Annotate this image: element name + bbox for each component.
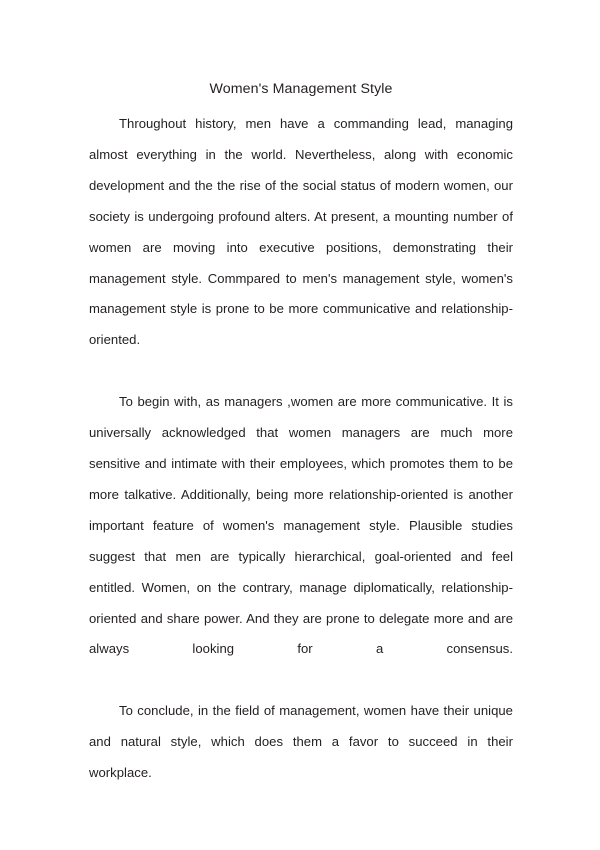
paragraph-conclusion: To conclude, in the field of management, women have their unique and natural style, which does them a favor to succeed in their workplace. — [89, 703, 513, 781]
paragraph-body: To begin with, as managers ,women are more communicative. It is universally acknowledged that women managers are much more sensitive and intimate with their employees, which promotes them to be more talkative. Additionally, being more relationship-oriented is another important feature of women's management style. Plausible studies suggest that men are typically hierarchical, goal-oriented and feel entitled. Women, on the contrary, manage diplomatically, relationship-oriented and share power. And they are prone to delegate more and are always looking for a consensus. — [89, 394, 513, 657]
paragraph-intro: Throughout history, men have a commanding lead, managing almost everything in the world. Nevertheless, along with economic development and the the rise of the social status of modern women, our society is undergoing profound alters. At present, a mounting number of women are moving into executive positions, demonstrating their management style. Commpared to men's management style, women's management style is prone to be more communicative and relationship-oriented. — [89, 116, 513, 348]
document-text-body — [89, 78, 513, 820]
page-title: Women's Management Style — [209, 81, 393, 97]
